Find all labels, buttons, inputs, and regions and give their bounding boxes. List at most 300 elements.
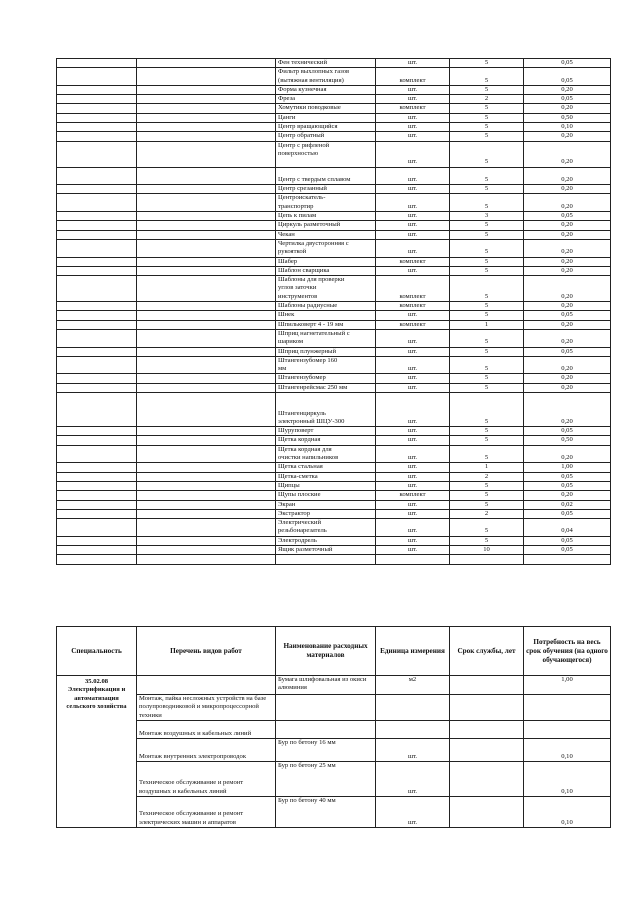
item-value: 1,00 [524, 463, 611, 472]
material-need: 0,10 [524, 761, 611, 796]
item-name: Шаблоны для проверки углов заточки инструментов [276, 276, 376, 302]
blank-cell [57, 445, 137, 463]
blank-cell [57, 132, 137, 141]
item-name: Щетка стальная [276, 463, 376, 472]
item-value: 0,20 [524, 132, 611, 141]
blank-cell [137, 536, 276, 545]
item-quantity: 5 [450, 221, 524, 230]
work-type: Техническое обслуживание и ремонт воздушных и кабельных линий [137, 761, 276, 796]
table-row [57, 392, 611, 426]
item-value: 0,05 [524, 59, 611, 68]
table-row [57, 356, 611, 374]
item-quantity: 5 [450, 230, 524, 239]
item-name: Шнек [276, 311, 376, 320]
material-name [276, 695, 376, 721]
item-value: 0,20 [524, 167, 611, 185]
item-name: Штангенциркуль электронный ШЦУ-300 [276, 392, 376, 426]
blank-cell [57, 463, 137, 472]
item-name: Штангензубомер 160 мм [276, 356, 376, 374]
item-unit: комплект [376, 104, 450, 113]
material-term [450, 720, 524, 738]
blank-cell [137, 320, 276, 329]
material-need [524, 695, 611, 721]
item-name: Шаблоны радиусные [276, 302, 376, 311]
item-name: Ящик разметочный [276, 546, 376, 555]
item-unit: комплект [376, 68, 450, 86]
table-row [57, 536, 611, 545]
item-quantity: 5 [450, 113, 524, 122]
item-name: Электрический резьбонарезатель [276, 519, 376, 537]
blank-cell [137, 329, 276, 347]
table-row [57, 463, 611, 472]
blank-cell [137, 481, 276, 490]
item-value: 0,05 [524, 546, 611, 555]
item-value: 0,20 [524, 194, 611, 212]
item-quantity: 5 [450, 383, 524, 392]
blank-cell [57, 123, 137, 132]
blank-cell [57, 113, 137, 122]
blank-cell [57, 311, 137, 320]
item-value: 0,20 [524, 329, 611, 347]
item-name: Шпильковерт 4 - 19 мм [276, 320, 376, 329]
item-value: 0,20 [524, 104, 611, 113]
blank-cell [137, 194, 276, 212]
material-need: 0,10 [524, 796, 611, 827]
blank-cell [137, 491, 276, 500]
item-quantity: 5 [450, 302, 524, 311]
table-row [57, 311, 611, 320]
item-unit: комплект [376, 257, 450, 266]
blank-cell [57, 68, 137, 86]
item-unit: шт. [376, 141, 450, 167]
material-unit: шт. [376, 738, 450, 761]
item-quantity: 5 [450, 257, 524, 266]
table-row [57, 761, 611, 796]
tools-table [56, 58, 611, 565]
table-row [57, 481, 611, 490]
table-row [57, 374, 611, 383]
blank-cell [137, 266, 276, 275]
item-unit: шт. [376, 347, 450, 356]
blank-cell [57, 481, 137, 490]
specialty-cell [57, 676, 137, 828]
table-row [57, 302, 611, 311]
table-row [57, 266, 611, 275]
item-unit: шт. [376, 546, 450, 555]
item-value: 0,05 [524, 311, 611, 320]
blank-cell [57, 555, 137, 564]
blank-cell [137, 463, 276, 472]
item-value: 0,20 [524, 356, 611, 374]
table-row [57, 104, 611, 113]
item-value: 0,05 [524, 472, 611, 481]
item-unit: шт. [376, 167, 450, 185]
item-name: Шаблон сварщика [276, 266, 376, 275]
item-value: 0,04 [524, 519, 611, 537]
item-name: Чекан [276, 230, 376, 239]
blank-cell [137, 59, 276, 68]
blank-cell [376, 555, 450, 564]
item-name: Штангенрейсмас 250 мм [276, 383, 376, 392]
item-unit: комплект [376, 276, 450, 302]
item-quantity: 5 [450, 239, 524, 257]
table-row [57, 239, 611, 257]
material-need: 1,00 [524, 676, 611, 695]
item-value: 0,05 [524, 427, 611, 436]
table-row [57, 185, 611, 194]
table-row [57, 491, 611, 500]
blank-cell [137, 445, 276, 463]
blank-cell [137, 104, 276, 113]
material-unit [376, 695, 450, 721]
item-quantity: 5 [450, 141, 524, 167]
table-row [57, 436, 611, 445]
item-unit: шт. [376, 113, 450, 122]
material-term [450, 796, 524, 827]
item-name: Щипцы [276, 481, 376, 490]
item-unit: шт. [376, 266, 450, 275]
item-unit: шт. [376, 221, 450, 230]
table-row [57, 257, 611, 266]
material-unit: м2 [376, 676, 450, 695]
item-quantity: 5 [450, 481, 524, 490]
work-type: Монтаж воздушных и кабельных линий [137, 720, 276, 738]
table-row [57, 383, 611, 392]
work-type: Монтаж внутренних электропроводок [137, 738, 276, 761]
table-row [57, 194, 611, 212]
table-row [57, 123, 611, 132]
item-unit: шт. [376, 536, 450, 545]
item-value: 0,20 [524, 383, 611, 392]
item-quantity: 5 [450, 374, 524, 383]
blank-cell [137, 141, 276, 167]
material-name: Бумага шлифовальная из окиси алюминия [276, 676, 376, 695]
item-name: Щетка кордная [276, 436, 376, 445]
item-value: 0,05 [524, 536, 611, 545]
item-unit: шт. [376, 445, 450, 463]
table-row [57, 221, 611, 230]
item-unit: шт. [376, 356, 450, 374]
item-quantity: 5 [450, 123, 524, 132]
material-unit: шт. [376, 761, 450, 796]
blank-cell [57, 347, 137, 356]
item-value: 0,20 [524, 374, 611, 383]
item-name: Центр с рифленой поверхностью [276, 141, 376, 167]
item-name: Щетка кордная для очистки напильников [276, 445, 376, 463]
item-name: Форма кузнечная [276, 85, 376, 94]
blank-cell [137, 383, 276, 392]
blank-cell [57, 59, 137, 68]
item-value: 0,20 [524, 85, 611, 94]
material-term [450, 695, 524, 721]
table-row [57, 141, 611, 167]
item-value: 0,50 [524, 113, 611, 122]
item-quantity: 5 [450, 500, 524, 509]
blank-cell [57, 500, 137, 509]
item-quantity: 3 [450, 212, 524, 221]
item-quantity: 2 [450, 95, 524, 104]
table-row [57, 85, 611, 94]
table-row [57, 676, 611, 695]
item-value: 0,20 [524, 392, 611, 426]
item-quantity: 5 [450, 427, 524, 436]
item-name: Щетка-сметка [276, 472, 376, 481]
material-term [450, 738, 524, 761]
item-quantity: 5 [450, 266, 524, 275]
header-works: Перечень видов работ [137, 627, 276, 676]
item-unit: шт. [376, 185, 450, 194]
item-name: Центр обратный [276, 132, 376, 141]
item-unit: шт. [376, 230, 450, 239]
blank-cell [57, 302, 137, 311]
item-name: Фильтр выхлопных газов (вытяжная вентиляция) [276, 68, 376, 86]
item-name: Центр с твердым сплавом [276, 167, 376, 185]
table-row [57, 427, 611, 436]
item-unit: шт. [376, 329, 450, 347]
table-row [57, 59, 611, 68]
blank-cell [57, 427, 137, 436]
blank-cell [57, 392, 137, 426]
item-quantity: 5 [450, 392, 524, 426]
item-value: 0,10 [524, 123, 611, 132]
header-term: Срок службы, лет [450, 627, 524, 676]
item-value: 0,20 [524, 221, 611, 230]
item-name: Фен технический [276, 59, 376, 68]
item-name: Экран [276, 500, 376, 509]
blank-cell [450, 555, 524, 564]
item-quantity: 5 [450, 59, 524, 68]
blank-cell [57, 546, 137, 555]
blank-cell [57, 185, 137, 194]
item-quantity: 5 [450, 356, 524, 374]
item-quantity: 5 [450, 311, 524, 320]
item-unit: шт. [376, 509, 450, 518]
item-name: Шприц нагнетательный с шариком [276, 329, 376, 347]
blank-cell [57, 221, 137, 230]
header-need: Потребность на весь срок обучения (на одного обучающегося) [524, 627, 611, 676]
item-name: Экстрактор [276, 509, 376, 518]
header-specialty: Специальность [57, 627, 137, 676]
table-row [57, 68, 611, 86]
item-value: 0,05 [524, 481, 611, 490]
item-value: 0,20 [524, 276, 611, 302]
specialty-name: Электрификация и автоматизация сельского хозяйства [66, 686, 127, 710]
blank-cell [57, 85, 137, 94]
header-unit: Единица измерения [376, 627, 450, 676]
material-unit [376, 720, 450, 738]
item-unit: шт. [376, 95, 450, 104]
item-unit: шт. [376, 194, 450, 212]
item-value: 0,05 [524, 509, 611, 518]
item-value: 0,05 [524, 347, 611, 356]
blank-cell [137, 472, 276, 481]
blank-cell [137, 374, 276, 383]
blank-cell [57, 519, 137, 537]
blank-cell [137, 311, 276, 320]
item-unit: шт. [376, 239, 450, 257]
blank-cell [137, 230, 276, 239]
header-materials: Наименование расходных материалов [276, 627, 376, 676]
blank-cell [137, 276, 276, 302]
blank-cell [57, 194, 137, 212]
table-row [57, 276, 611, 302]
table-row [57, 509, 611, 518]
item-unit: комплект [376, 302, 450, 311]
item-name: Центр срезанный [276, 185, 376, 194]
blank-cell [137, 123, 276, 132]
item-unit: шт. [376, 427, 450, 436]
material-need: 0,10 [524, 738, 611, 761]
table-row [57, 546, 611, 555]
item-value: 0,20 [524, 491, 611, 500]
item-name: Щупы плоские [276, 491, 376, 500]
blank-cell [276, 555, 376, 564]
item-name: Электродрель [276, 536, 376, 545]
blank-cell [137, 85, 276, 94]
blank-cell [57, 104, 137, 113]
item-name: Центроискатель- транспортир [276, 194, 376, 212]
blank-cell [137, 239, 276, 257]
blank-cell [57, 536, 137, 545]
blank-cell [57, 472, 137, 481]
blank-cell [57, 509, 137, 518]
blank-cell [57, 436, 137, 445]
materials-table [56, 626, 611, 828]
blank-cell [57, 95, 137, 104]
blank-cell [137, 546, 276, 555]
blank-cell [137, 212, 276, 221]
table-row [57, 113, 611, 122]
item-unit: шт. [376, 436, 450, 445]
item-value: 0,20 [524, 185, 611, 194]
item-quantity: 2 [450, 509, 524, 518]
blank-cell [57, 374, 137, 383]
item-unit: шт. [376, 123, 450, 132]
item-unit: шт. [376, 519, 450, 537]
item-quantity: 5 [450, 276, 524, 302]
blank-cell [57, 141, 137, 167]
item-value: 0,20 [524, 141, 611, 167]
item-quantity: 5 [450, 519, 524, 537]
blank-cell [137, 555, 276, 564]
item-unit: шт. [376, 463, 450, 472]
work-type [137, 676, 276, 695]
item-quantity: 5 [450, 436, 524, 445]
item-quantity: 1 [450, 463, 524, 472]
blank-cell [137, 113, 276, 122]
item-quantity: 5 [450, 132, 524, 141]
blank-cell [57, 212, 137, 221]
item-value: 0,20 [524, 230, 611, 239]
item-unit: шт. [376, 212, 450, 221]
blank-cell [137, 257, 276, 266]
blank-cell [524, 555, 611, 564]
item-unit: шт. [376, 472, 450, 481]
material-unit: шт. [376, 796, 450, 827]
material-name: Бур по бетону 25 мм [276, 761, 376, 796]
blank-cell [137, 132, 276, 141]
item-value: 0,20 [524, 302, 611, 311]
item-name: Хомутики поводковые [276, 104, 376, 113]
material-term [450, 761, 524, 796]
blank-cell [137, 356, 276, 374]
item-quantity: 5 [450, 347, 524, 356]
table-row [57, 472, 611, 481]
item-name: Центр вращающийся [276, 123, 376, 132]
blank-cell [57, 239, 137, 257]
item-unit: шт. [376, 374, 450, 383]
table-row [57, 695, 611, 721]
item-value: 0,20 [524, 445, 611, 463]
item-unit: шт. [376, 392, 450, 426]
blank-cell [137, 509, 276, 518]
item-value: 0,50 [524, 436, 611, 445]
blank-cell [137, 427, 276, 436]
item-name: Цанги [276, 113, 376, 122]
item-quantity: 5 [450, 491, 524, 500]
item-unit: шт. [376, 500, 450, 509]
table-row [57, 132, 611, 141]
blank-cell [57, 257, 137, 266]
item-value: 0,05 [524, 68, 611, 86]
table-row [57, 329, 611, 347]
item-quantity: 5 [450, 104, 524, 113]
item-unit: шт. [376, 132, 450, 141]
material-term [450, 676, 524, 695]
item-name: Циркуль разметочный [276, 221, 376, 230]
item-value: 0,05 [524, 212, 611, 221]
item-unit: комплект [376, 491, 450, 500]
item-quantity: 5 [450, 536, 524, 545]
table-row [57, 500, 611, 509]
table-row [57, 230, 611, 239]
work-type: Техническое обслуживание и ремонт электрических машин и аппаратов [137, 796, 276, 827]
blank-cell [57, 167, 137, 185]
item-name: Чертилка двусторонняя с рукояткой [276, 239, 376, 257]
blank-cell [137, 221, 276, 230]
blank-cell [57, 320, 137, 329]
item-value: 0,20 [524, 257, 611, 266]
item-quantity: 5 [450, 167, 524, 185]
table-row [57, 738, 611, 761]
item-quantity: 5 [450, 68, 524, 86]
item-unit: шт. [376, 481, 450, 490]
item-unit: комплект [376, 320, 450, 329]
item-quantity: 5 [450, 194, 524, 212]
item-value: 0,02 [524, 500, 611, 509]
blank-cell [57, 276, 137, 302]
item-value: 0,20 [524, 266, 611, 275]
material-need [524, 720, 611, 738]
blank-cell [57, 230, 137, 239]
table-row [57, 519, 611, 537]
blank-cell [57, 266, 137, 275]
blank-cell [137, 392, 276, 426]
item-name: Шабер [276, 257, 376, 266]
item-quantity: 5 [450, 185, 524, 194]
work-type: Монтаж, пайка несложных устройств на базе полупроводниковой и микропроцессорной техники [137, 695, 276, 721]
specialty-code: 35.02.08 [84, 678, 109, 685]
blank-cell [137, 95, 276, 104]
item-name: Штангензубомер [276, 374, 376, 383]
blank-cell [137, 436, 276, 445]
item-unit: шт. [376, 59, 450, 68]
item-quantity: 10 [450, 546, 524, 555]
material-name: Бур по бетону 40 мм [276, 796, 376, 827]
material-name: Бур по бетону 16 мм [276, 738, 376, 761]
item-unit: шт. [376, 383, 450, 392]
blank-cell [137, 500, 276, 509]
